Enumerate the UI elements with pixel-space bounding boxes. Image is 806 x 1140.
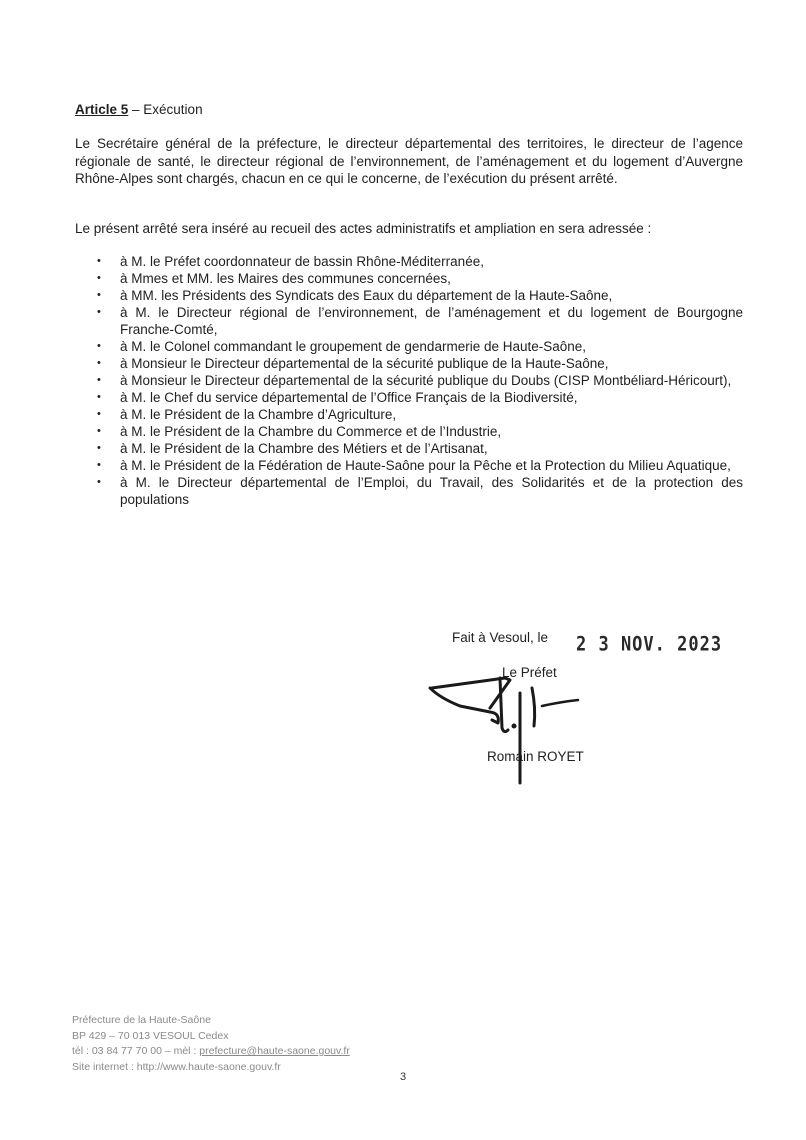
list-item: • à Mmes et MM. les Maires des communes concernées,: [97, 271, 451, 286]
list-item: • à M. le Président de la Chambre du Commerce et de l’Industrie,: [97, 424, 502, 439]
bullet-icon: •: [97, 357, 101, 369]
bullet-icon: •: [97, 476, 101, 488]
place-date-label: Fait à Vesoul, le: [452, 630, 549, 645]
list-item: • à M. le Directeur régional de l’environnement, de l’aménagement et du logement de Bourgogne Franche-Comté,: [97, 305, 743, 337]
list-item: • à M. le Préfet coordonnateur de bassin Rhône-Méditerranée,: [97, 254, 484, 269]
date-stamp: 2 3 NOV. 2023: [576, 633, 723, 656]
bullet-icon: •: [97, 374, 101, 386]
bullet-icon: •: [97, 289, 101, 301]
bullet-icon: •: [97, 442, 101, 454]
footer-email-link[interactable]: prefecture@haute-saone.gouv.fr: [199, 1045, 350, 1057]
page-number: 3: [400, 1071, 407, 1083]
list-item: • à Monsieur le Directeur départemental de la sécurité publique de la Haute-Saône,: [97, 356, 609, 371]
bullet-icon: •: [97, 425, 101, 437]
article-title-suffix: – Exécution: [128, 102, 203, 117]
bullet-icon: •: [97, 272, 101, 284]
footer-org: Préfecture de la Haute-Saône: [72, 1014, 211, 1026]
list-item: • à M. le Président de la Fédération de Haute-Saône pour la Pêche et la Protection du Milieu Aquatique,: [97, 458, 731, 473]
article-heading: [75, 101, 203, 118]
bullet-icon: •: [97, 255, 101, 267]
list-item: • à M. le Président de la Chambre d’Agriculture,: [97, 407, 397, 422]
bullet-icon: •: [97, 408, 101, 420]
execution-paragraph: Le Secrétaire général de la préfecture, le directeur départemental des territoires, le directeur de l’agence régionale de santé, le directeur régional de l’environnement, de l’aménagement et du logement d’Auvergne Rhône-Alpes sont chargés, chacun en ce qui le concerne, de l’exécution du présent arrêté.: [75, 136, 743, 186]
bullet-icon: •: [97, 306, 101, 318]
list-item: • à M. le Président de la Chambre des Métiers et de l’Artisanat,: [97, 441, 488, 456]
bullet-icon: •: [97, 459, 101, 471]
list-item: • à Monsieur le Directeur départemental de la sécurité publique du Doubs (CISP Montbéliard-Héricourt),: [97, 373, 732, 388]
handwritten-signature: [420, 668, 590, 788]
footer-contact: tél : 03 84 77 70 00 – mèl : prefecture@haute-saone.gouv.fr: [72, 1045, 350, 1057]
signer-role: Le Préfet: [502, 665, 557, 680]
bullet-icon: •: [97, 391, 101, 403]
list-item: • à MM. les Présidents des Syndicats des Eaux du département de la Haute-Saône,: [97, 288, 613, 303]
list-item: • à M. le Directeur départemental de l’Emploi, du Travail, des Solidarités et de la protection des populations: [97, 475, 743, 507]
list-item: • à M. le Chef du service départemental de l’Office Français de la Biodiversité,: [97, 390, 578, 405]
recipients-list: [75, 253, 743, 508]
list-item: • à M. le Colonel commandant le groupement de gendarmerie de Haute-Saône,: [97, 339, 587, 354]
footer: [72, 1013, 350, 1075]
signer-name: Romain ROYET: [487, 749, 584, 764]
footer-website: Site internet : http://www.haute-saone.gouv.fr: [72, 1060, 281, 1073]
ampliation-paragraph: Le présent arrêté sera inséré au recueil des actes administratifs et ampliation en sera adressée :: [75, 221, 652, 236]
footer-address: BP 429 – 70 013 VESOUL Cedex: [72, 1029, 229, 1042]
bullet-icon: •: [97, 340, 101, 352]
article-number: Article 5: [75, 102, 129, 117]
